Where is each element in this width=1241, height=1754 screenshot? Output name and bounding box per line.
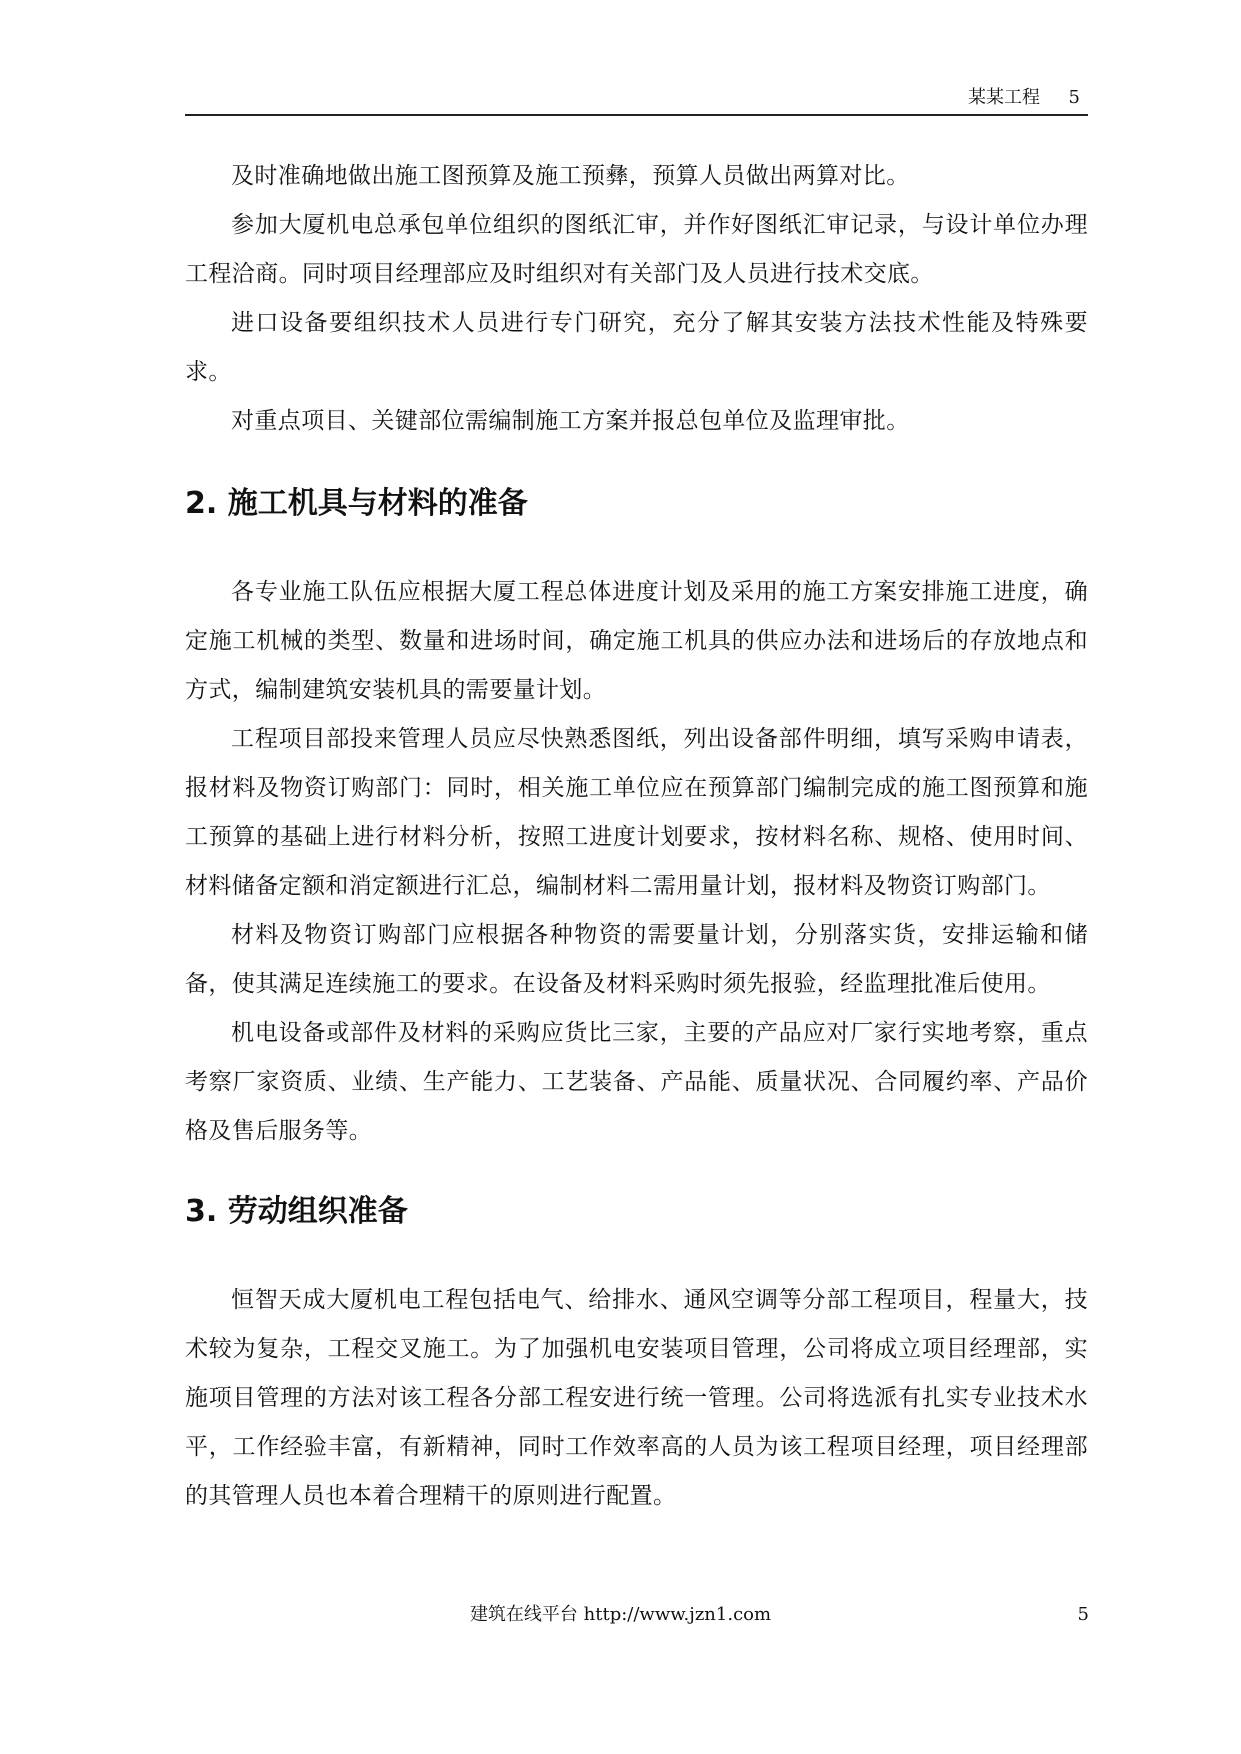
paragraph: 材料及物资订购部门应根据各种物资的需要量计划，分别落实货，安排运输和储备，使其满足连续施工的要求。在设备及材料采购时须先报验，经监理批准后使用。 <box>185 922 1088 997</box>
paragraph: 机电设备或部件及材料的采购应货比三家，主要的产品应对厂家行实地考察，重点考察厂家资质、业绩、生产能力、工艺装备、产品能、质量状况、合同履约率、产品价格及售后服务等。 <box>185 1020 1088 1144</box>
paragraph: 对重点项目、关键部位需编制施工方案并报总包单位及监理审批。 <box>231 408 910 434</box>
footer-page-number: 5 <box>1077 1604 1089 1625</box>
paragraph: 各专业施工队伍应根据大厦工程总体进度计划及采用的施工方案安排施工进度，确定施工机械的类型、数量和进场时间，确定施工机具的供应办法和进场后的存放地点和方式，编制建筑安装机具的需要量计划。 <box>185 579 1088 703</box>
paragraph: 恒智天成大厦机电工程包括电气、给排水、通风空调等分部工程项目，程量大，技术较为复杂，工程交叉施工。为了加强机电安装项目管理，公司将成立项目经理部，实施项目管理的方法对该工程各分部工程安进行统一管理。公司将选派有扎实专业技术水平，工作经验丰富，有新精神，同时工作效率高的人员为该工程项目经理，项目经理部的其管理人员也本着合理精干的原则进行配置。 <box>185 1287 1088 1509</box>
paragraph: 参加大厦机电总承包单位组织的图纸汇审，并作好图纸汇审记录，与设计单位办理工程洽商。同时项目经理部应及时组织对有关部门及人员进行技术交底。 <box>185 212 1088 287</box>
paragraph: 进口设备要组织技术人员进行专门研究，充分了解其安装方法技术性能及特殊要求。 <box>185 310 1088 385</box>
section-heading-2: 2. 施工机具与材料的准备 <box>185 486 528 521</box>
paragraph: 及时准确地做出施工图预算及施工预彝，预算人员做出两算对比。 <box>231 163 910 189</box>
document-body <box>185 152 1088 1521</box>
page-header <box>185 86 1088 116</box>
header-page-number: 5 <box>1068 87 1080 108</box>
footer-text: 建筑在线平台 http://www.jzn1.com <box>469 1604 772 1625</box>
section-heading-3: 3. 劳动组织准备 <box>185 1194 408 1229</box>
paragraph: 工程项目部投来管理人员应尽快熟悉图纸，列出设备部件明细，填写采购申请表，报材料及物资订购部门：同时，相关施工单位应在预算部门编制完成的施工图预算和施工预算的基础上进行材料分析，按照工进度计划要求，按材料名称、规格、使用时间、材料储备定额和消定额进行汇总，编制材料二需用量计划，报材料及物资订购部门。 <box>185 726 1088 899</box>
header-title: 某某工程 <box>968 87 1040 108</box>
